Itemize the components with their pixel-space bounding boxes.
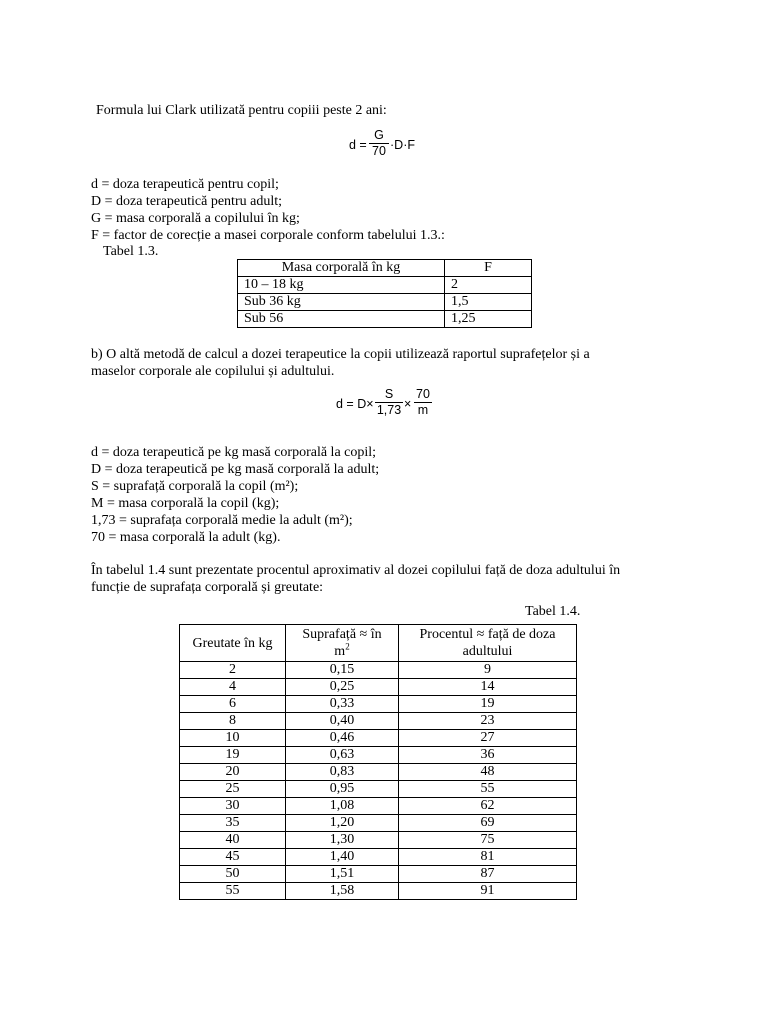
clark-formula-rest: ·D·F (390, 138, 415, 152)
table-cell: 23 (399, 713, 577, 730)
clark-intro: Formula lui Clark utilizată pentru copiii peste 2 ani: (96, 103, 387, 118)
table-cell: 19 (180, 747, 286, 764)
fraction-numerator: 70 (416, 387, 430, 401)
table-1-3 (237, 259, 532, 328)
surface-formula-times: × (404, 397, 412, 411)
table-cell: 8 (180, 713, 286, 730)
table-cell: 81 (399, 849, 577, 866)
header-percent-line1: Procentul ≈ față de doza (419, 627, 556, 642)
table-cell: 10 (180, 730, 286, 747)
def-line: D = doza terapeutică pentru adult; (91, 194, 282, 209)
table-cell: 1,30 (286, 832, 399, 849)
clark-formula-lhs: d = (349, 138, 367, 152)
table-cell: Sub 56 (238, 311, 445, 328)
table-cell: Sub 36 kg (238, 294, 445, 311)
def-line: D = doza terapeutică pe kg masă corporală la adult; (91, 462, 380, 477)
table-cell: 10 – 18 kg (238, 277, 445, 294)
surface-formula-lhs: d = D× (336, 397, 374, 411)
table13-caption: Tabel 1.3. (103, 244, 159, 259)
table-cell: 36 (399, 747, 577, 764)
header-surface-superscript: 2 (345, 641, 350, 652)
table-cell: 14 (399, 679, 577, 696)
table-cell: 1,58 (286, 883, 399, 900)
table-cell: 62 (399, 798, 577, 815)
table-cell: 6 (180, 696, 286, 713)
def-line: d = doza terapeutică pentru copil; (91, 177, 279, 192)
clark-formula-denominator: 70 (372, 144, 386, 158)
method-b-line1: b) O altă metodă de calcul a dozei terapeutice la copii utilizează raportul suprafețelor și a (91, 347, 590, 362)
table-cell: 30 (180, 798, 286, 815)
table-header-cell: F (445, 260, 532, 277)
fraction-denominator: 1,73 (376, 403, 402, 417)
method-b-line2: maselor corporale ale copilului și adultului. (91, 364, 335, 379)
table-cell: 48 (399, 764, 577, 781)
table-row (180, 713, 577, 730)
table-cell: 1,51 (286, 866, 399, 883)
table-row (180, 730, 577, 747)
table-header-cell (399, 625, 577, 662)
table-header-cell (286, 625, 399, 662)
table14-intro-line2: funcție de suprafața corporală și greutate: (91, 580, 324, 595)
table-cell: 40 (180, 832, 286, 849)
table-cell: 0,40 (286, 713, 399, 730)
table-row (180, 815, 577, 832)
table-header-cell: Masa corporală în kg (238, 260, 445, 277)
header-surface-unit: m (334, 644, 346, 659)
table-cell: 87 (399, 866, 577, 883)
table-cell: 1,20 (286, 815, 399, 832)
table-cell: 91 (399, 883, 577, 900)
table-cell: 35 (180, 815, 286, 832)
table-row (180, 798, 577, 815)
table-row (180, 764, 577, 781)
table14-intro-line1: În tabelul 1.4 sunt prezentate procentul aproximativ al dozei copilului față de doza adultului în (91, 563, 621, 578)
fraction-denominator: m (417, 403, 429, 417)
table-header-cell (180, 625, 286, 662)
table-cell: 25 (180, 781, 286, 798)
table-row (238, 311, 532, 328)
header-surface-line1: Suprafață ≈ în (302, 627, 382, 642)
table-cell: 4 (180, 679, 286, 696)
table-cell: 55 (180, 883, 286, 900)
table-cell: 55 (399, 781, 577, 798)
table-row (180, 679, 577, 696)
table-row (180, 866, 577, 883)
surface-formula-fraction-1 (375, 387, 403, 418)
table-1-4 (179, 624, 577, 900)
clark-formula-numerator: G (374, 128, 384, 142)
table-row (180, 849, 577, 866)
table-cell: 69 (399, 815, 577, 832)
table-row (180, 883, 577, 900)
table-row (180, 781, 577, 798)
table-header-row (180, 625, 577, 662)
table-row (180, 832, 577, 849)
table-row (180, 662, 577, 679)
table-header-row (238, 260, 532, 277)
table-cell: 50 (180, 866, 286, 883)
table-cell: 0,33 (286, 696, 399, 713)
def-line: M = masa corporală la copil (kg); (91, 496, 280, 511)
table-cell: 0,15 (286, 662, 399, 679)
table-cell: 0,95 (286, 781, 399, 798)
header-percent-line2: adultului (462, 644, 513, 659)
clark-formula-fraction (369, 128, 389, 159)
header-weight-label: Greutate în kg (192, 635, 273, 651)
table-cell: 0,63 (286, 747, 399, 764)
def-line: S = suprafață corporală la copil (m²); (91, 479, 299, 494)
table-cell: 27 (399, 730, 577, 747)
table14-caption: Tabel 1.4. (525, 604, 581, 619)
fraction-numerator: S (384, 387, 394, 401)
table-cell: 20 (180, 764, 286, 781)
table-cell: 75 (399, 832, 577, 849)
def-line: d = doza terapeutică pe kg masă corporală la copil; (91, 445, 377, 460)
table-cell: 2 (180, 662, 286, 679)
table-row (180, 696, 577, 713)
table-cell: 1,40 (286, 849, 399, 866)
def-line: 1,73 = suprafața corporală medie la adult (m²); (91, 513, 353, 528)
table-row (180, 747, 577, 764)
table-row (238, 294, 532, 311)
table-1-4-body (180, 662, 577, 900)
table-cell: 1,5 (445, 294, 532, 311)
table-cell: 9 (399, 662, 577, 679)
table-cell: 2 (445, 277, 532, 294)
def-line: 70 = masa corporală la adult (kg). (91, 530, 281, 545)
table-cell: 1,08 (286, 798, 399, 815)
table-cell: 19 (399, 696, 577, 713)
table-cell: 0,46 (286, 730, 399, 747)
table-cell: 45 (180, 849, 286, 866)
table-cell: 0,83 (286, 764, 399, 781)
table-cell: 0,25 (286, 679, 399, 696)
table-row (238, 277, 532, 294)
def-line: G = masa corporală a copilului în kg; (91, 211, 300, 226)
surface-formula-fraction-2 (414, 387, 432, 418)
table-cell: 1,25 (445, 311, 532, 328)
def-line: F = factor de corecție a masei corporale conform tabelului 1.3.: (91, 228, 445, 243)
